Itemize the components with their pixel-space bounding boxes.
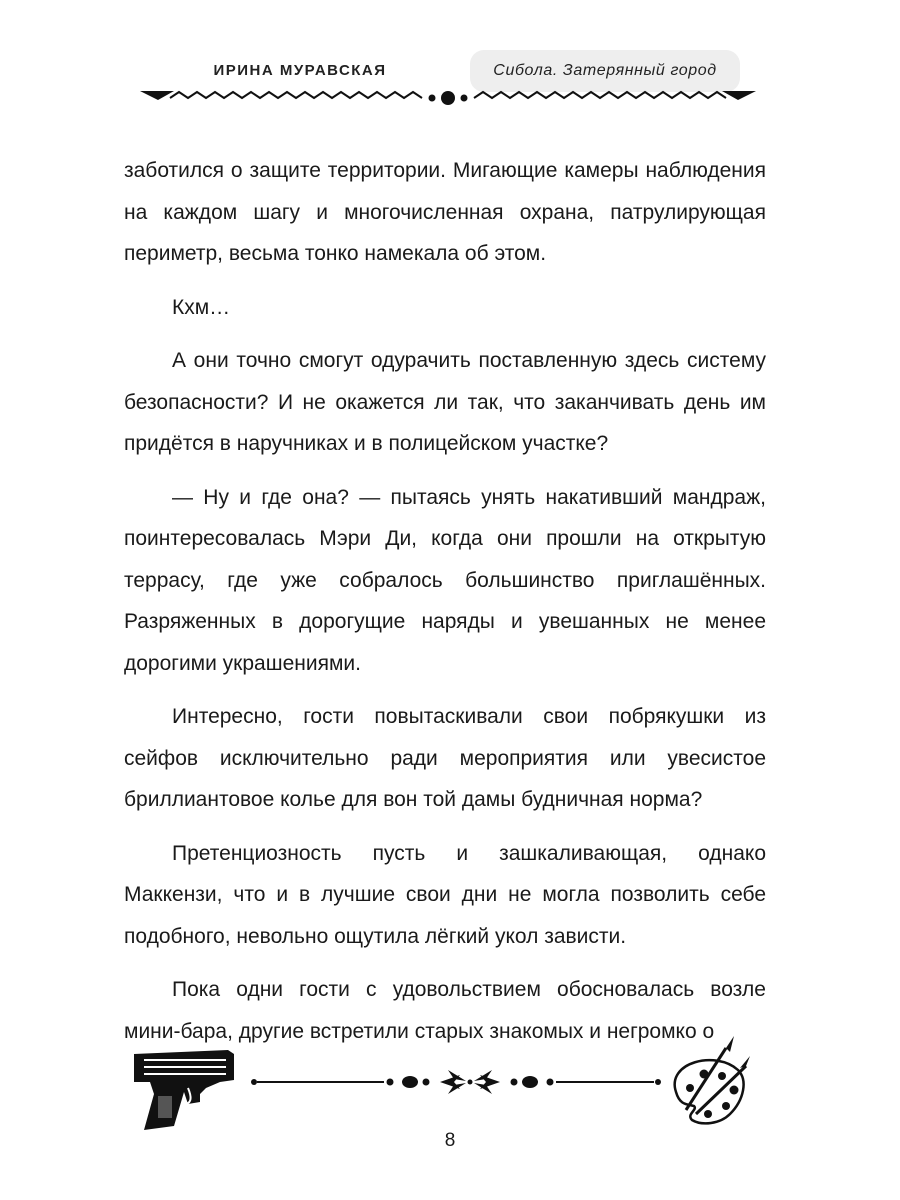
footer-ornament <box>130 1030 750 1130</box>
header-right-arrow-icon <box>722 91 756 100</box>
palette-icon <box>675 1036 750 1123</box>
paragraph-2: Кхм… <box>172 295 231 319</box>
leaf-ornament-icon <box>440 1070 500 1094</box>
body-text <box>124 150 766 1052</box>
header-left-zigzag <box>170 92 422 98</box>
header-dot-large <box>441 91 455 105</box>
header-book-title: Сибола. Затерянный город <box>493 62 717 79</box>
header-divider-ornament <box>140 86 756 112</box>
header-left-arrow-icon <box>140 91 174 100</box>
paragraph-6: Претенциозность пусть и зашкаливающая, однако Маккензи, что и в лучшие свои дни не могла позволить себе подобного, невольно ощутила лёгкий укол зависти. <box>124 841 766 948</box>
header-right-zigzag <box>474 92 726 98</box>
page-number: 8 <box>444 1130 456 1151</box>
footer-divider <box>251 1070 661 1094</box>
paragraph-3: А они точно смогут одурачить поставленную здесь систему безопасности? И не окажется ли так, что заканчивать день им придётся в наручниках и в полицейском участке? <box>124 349 766 455</box>
header-dot-small-right <box>461 95 468 102</box>
paragraph-7: Пока одни гости с удовольствием обосновалась возле мини-бара, другие встретили старых знакомых и негромко о <box>124 978 766 1043</box>
paragraph-5: Интересно, гости повытаскивали свои побрякушки из сейфов исключительно ради мероприятия или увесистое бриллиантовое колье для вон той дамы будничная норма? <box>124 705 766 811</box>
paragraph-4: — Ну и где она? — пытаясь унять накативший мандраж, поинтересовалась Мэри Ди, когда они прошли на открытую террасу, где уже собралось большинство приглашённых. Разряженных в дорогущие наряды и увешанных не менее дорогими украшениями. <box>124 485 766 675</box>
header-author: ИРИНА МУРАВСКАЯ <box>213 62 387 79</box>
header-dot-small-left <box>429 95 436 102</box>
pistol-icon <box>134 1050 234 1130</box>
paragraph-1: заботился о защите территории. Мигающие камеры наблюдения на каждом шагу и многочисленная охрана, патрулирующая периметр, весьма тонко намекала об этом. <box>124 159 766 265</box>
